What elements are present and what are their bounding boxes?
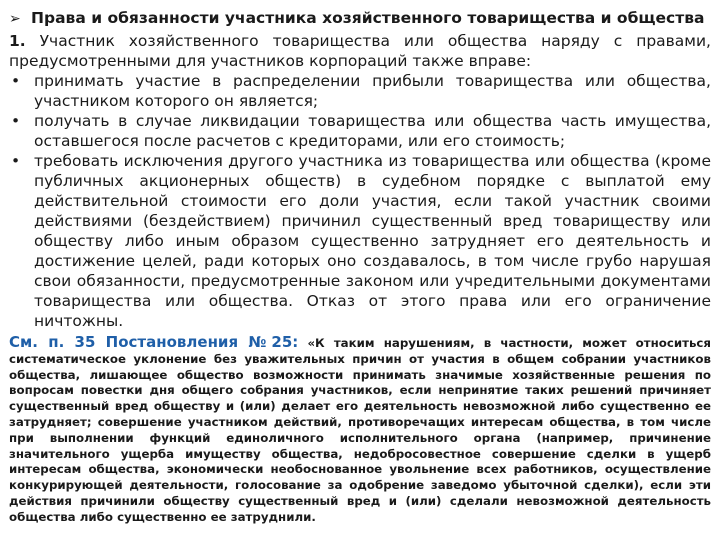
bullet-icon: •: [11, 112, 21, 130]
resolution-reference: См. п. 35 Постановления №25:: [9, 333, 299, 351]
paragraph-text: Участник хозяйственного товарищества или общества наряду с правами, предусмотренными для участников корпораций также вправе:: [9, 32, 711, 70]
list-item-text: получать в случае ликвидации товарищества или общества часть имущества, оставшегося после расчетов с кредиторами, или его стоимость;: [34, 112, 711, 150]
arrow-bullet-icon: ➢: [9, 11, 21, 27]
resolution-quote: «К таким нарушениям, в частности, может относиться систематическое уклонение без уважительных причин от участия в общем собрании участников общества, лишающее общество возможности принимать значимые хозяйственные решения по вопросам повестки дня общего собрания участников, если непринятие таких решений причиняет существенный вред обществу и (или) делает его деятельность невозможной либо существенно ее затрудняет; совершение участником действий, противоречащих интересам общества, в том числе при выполнении функций единоличного исполнительного органа (например, причинение значительного ущерба имуществу общества, недобросовестное совершение сделки в ущерб интересам общества, экономически необоснованное увольнение всех работников, осуществление конкурирующей деятельности, голосование за одобрение заведомо убыточной сделки), если эти действия причинили обществу существенный вред и (или) сделали невозможной деятельность общества либо существенно ее затруднили.: [9, 336, 712, 524]
list-item-text: требовать исключения другого участника из товарищества или общества (кроме публичных акционерных обществ) в судебном порядке с выплатой ему действительной стоимости его доли участия, если такой участник своими действиями (бездействием) причинил существенный вред товариществу или обществу либо иным образом существенно затрудняет его деятельность и достижение целей, ради которых оно создавалось, в том числе грубо нарушая свои обязанности, предусмотренные законом или учредительными документами товарищества или общества. Отказ от этого права или его ограничение ничтожны.: [34, 152, 711, 330]
court-resolution-note: [9, 335, 711, 526]
heading-text: Права и обязанности участника хозяйственного товарищества и общества: [31, 9, 705, 27]
list-item-text: принимать участие в распределении прибыли товарищества или общества, участником которого он является;: [34, 72, 711, 110]
list-item: [9, 151, 711, 331]
bullet-icon: •: [11, 152, 21, 170]
list-item: [9, 111, 711, 151]
paragraph-number: 1.: [9, 32, 26, 50]
bullet-icon: •: [11, 72, 21, 90]
rights-list: [9, 71, 711, 331]
intro-paragraph: [9, 31, 711, 71]
list-item: [9, 71, 711, 111]
slide-heading: [9, 8, 711, 30]
